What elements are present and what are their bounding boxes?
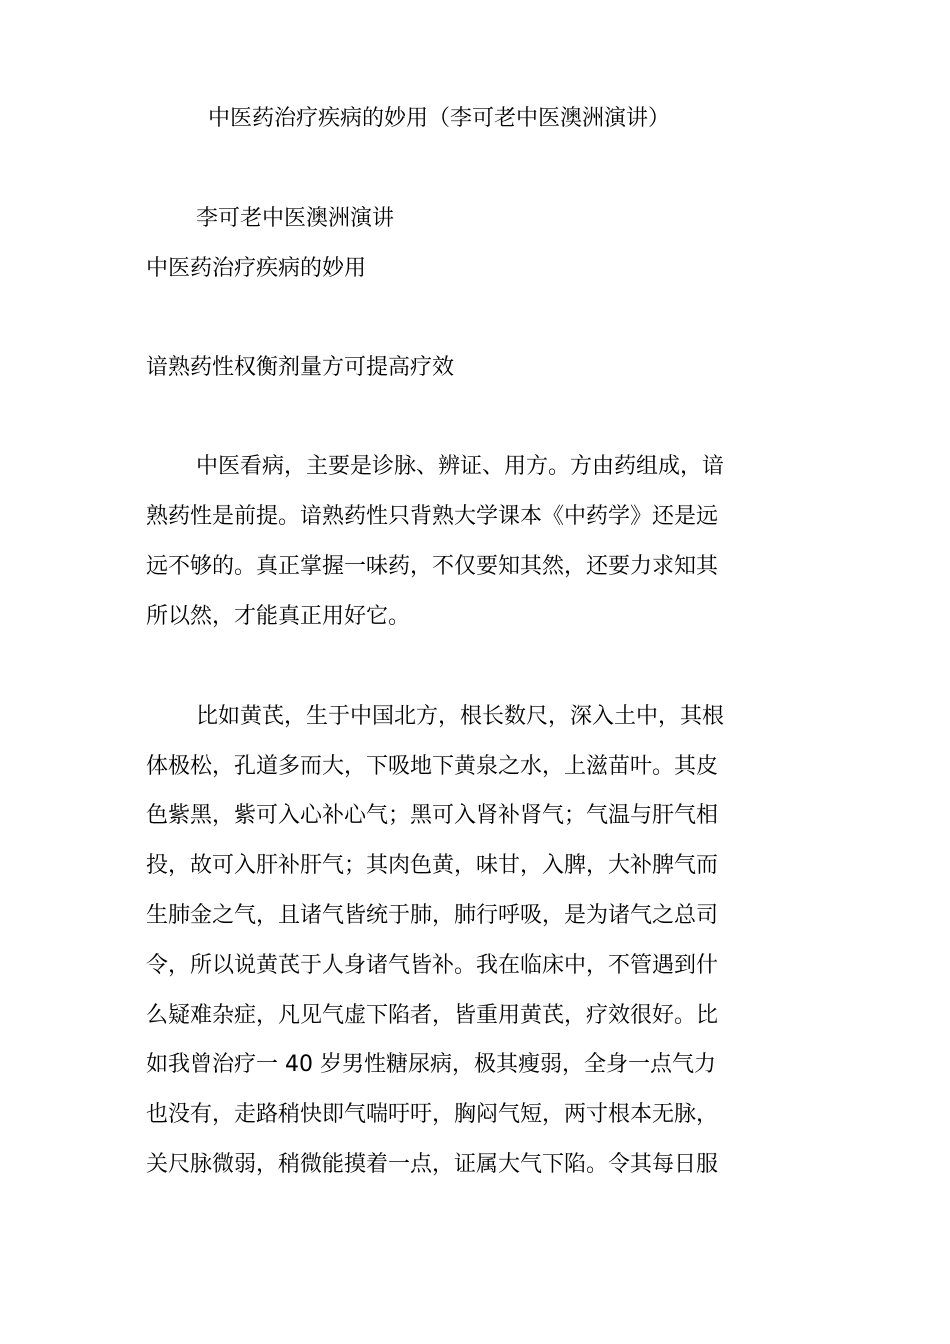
paragraph-2-line: 体极松，孔道多而大，下吸地下黄泉之水，上滋苗叶。其皮 [146, 754, 719, 779]
paragraph-2-line: 么疑难杂症，凡见气虚下陷者，皆重用黄芪，疗效很好。比 [146, 1003, 719, 1028]
paragraph-2-line: 如我曾治疗一 40 岁男性糖尿病，极其瘦弱，全身一点气力 [146, 1052, 716, 1077]
paragraph-2-line: 令，所以说黄芪于人身诸气皆补。我在临床中，不管遇到什 [146, 953, 719, 978]
paragraph-2-line: 色紫黑，紫可入心补心气；黑可入肾补肾气；气温与肝气相 [146, 803, 719, 828]
paragraph-1-line: 中医看病，主要是诊脉、辨证、用方。方由药组成，谙 [196, 454, 725, 479]
paragraph-1-line: 熟药性是前提。谙熟药性只背熟大学课本《中药学》还是远 [146, 504, 719, 529]
paragraph-2-line: 投，故可入肝补肝气；其肉色黄，味甘，入脾，大补脾气而 [146, 853, 719, 878]
section-heading: 谙熟药性权衡剂量方可提高疗效 [146, 355, 455, 380]
paragraph-1-line: 所以然，才能真正用好它。 [146, 604, 411, 629]
subtitle-line-1: 李可老中医澳洲演讲 [196, 206, 395, 231]
paragraph-2-line: 比如黄芪，生于中国北方，根长数尺，深入土中，其根 [196, 704, 725, 729]
paragraph-2-line: 生肺金之气，且诸气皆统于肺，肺行呼吸，是为诸气之总司 [146, 903, 719, 928]
paragraph-2-line: 也没有，走路稍快即气喘吁吁，胸闷气短，两寸根本无脉， [146, 1102, 719, 1127]
paragraph-1-line: 远不够的。真正掌握一味药，不仅要知其然，还要力求知其 [146, 554, 719, 579]
subtitle-line-2: 中医药治疗疾病的妙用 [146, 256, 367, 281]
paragraph-2-line: 关尺脉微弱，稍微能摸着一点，证属大气下陷。令其每日服 [146, 1152, 719, 1177]
document-title: 中医药治疗疾病的妙用（李可老中医澳洲演讲） [208, 106, 671, 131]
